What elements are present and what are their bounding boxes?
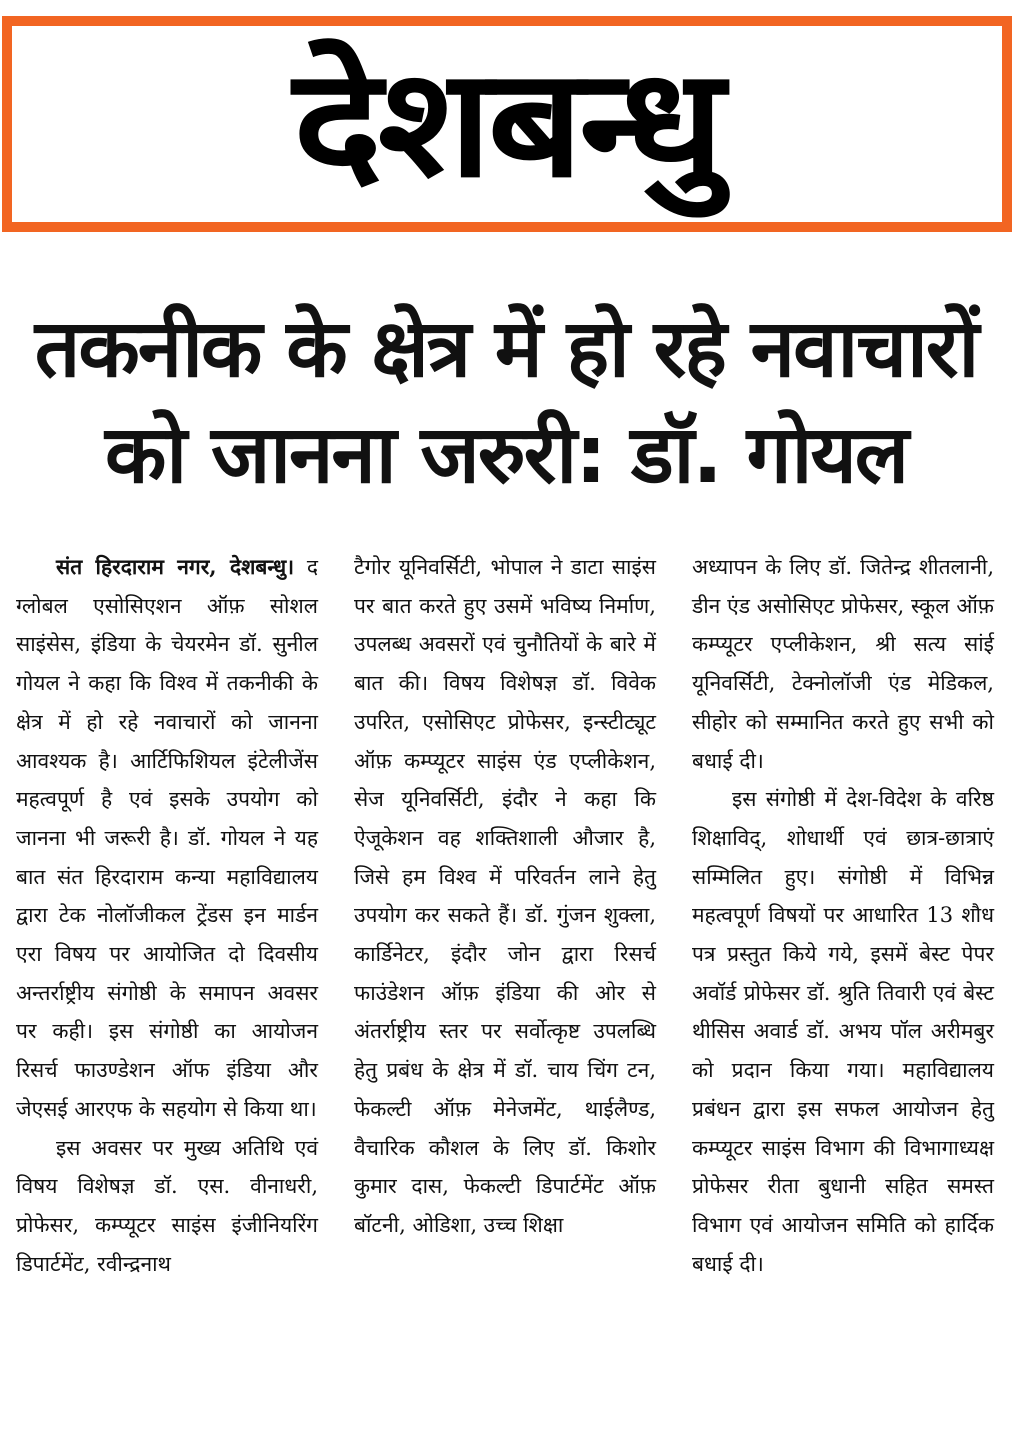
headline-line-1: तकनीक के क्षेत्र में हो रहे नवाचारों: [34, 302, 978, 395]
article-paragraph: अध्यापन के लिए डॉ. जितेन्द्र शीतलानी, डीन एंड असोसिएट प्रोफेसर, स्कूल ऑफ़ कम्प्यूटर एप्लीकेशन, श्री सत्य सांई यूनिवर्सिटी, टेक्नोलॉजी एंड मेडिकल, सीहोर को सम्मानित करते हुए सभी को बधाई दी।: [692, 555, 994, 773]
article-paragraph: इस अवसर पर मुख्य अतिथि एवं विषय विशेषज्ञ डॉ. एस. वीनाधरी, प्रोफेसर, कम्प्यूटर साइंस इंजीनियरिंग डिपार्टमेंट, रवीन्द्रनाथ: [16, 1135, 318, 1276]
dateline: संत हिरदाराम नगर, देशबन्धु।: [56, 554, 295, 579]
article-headline: [20, 296, 992, 508]
newspaper-masthead: [2, 16, 1012, 232]
paragraph-text: द ग्लोबल एसोसिएशन ऑफ़ सोशल साइंसेस, इंडिया के चेयरमेन डॉ. सुनील गोयल ने कहा कि विश्व में तकनीकी के क्षेत्र में हो रहे नवाचारों को जानना आवश्यक है। आर्टिफिशियल इंटेलीजेंस महत्वपूर्ण है एवं इसके उपयोग को जानना भी जरूरी है। डॉ. गोयल ने यह बात संत हिरदाराम कन्या महाविद्यालय द्वारा टेक नोलॉजीकल ट्रेंडस इन मार्डन एरा विषय पर आयोजित दो दिवसीय अन्तर्राष्ट्रीय संगोष्ठी के समापन अवसर पर कही। इस संगोष्ठी का आयोजन रिसर्च फाउण्डेशन ऑफ इंडिया और जेएसई आरएफ के सहयोग से किया था।: [16, 555, 318, 1121]
article-body: [16, 548, 996, 1408]
article-paragraph: [16, 548, 318, 1129]
article-column-2: [354, 548, 656, 1408]
article-paragraph: इस संगोष्ठी में देश-विदेश के वरिष्ठ शिक्षाविद्, शोधार्थी एवं छात्र-छात्राएं सम्मिलित हुए। संगोष्ठी में विभिन्न महत्वपूर्ण विषयों पर आधारित 13 शौध पत्र प्रस्तुत किये गये, इसमें बेस्ट पेपर अवॉर्ड प्रोफेसर डॉ. श्रुति तिवारी एवं बेस्ट थीसिस अवार्ड डॉ. अभय पॉल अरीमबुर को प्रदान किया गया। महाविद्यालय प्रबंधन द्वारा इस सफल आयोजन हेतु कम्प्यूटर साइंस विभाग की विभागाध्यक्ष प्रोफेसर रीता बुधानी सहित समस्त विभाग एवं आयोजन समिति को हार्दिक बधाई दी।: [692, 787, 994, 1276]
article-column-3: [692, 548, 994, 1408]
masthead-title: देशबन्धु: [293, 37, 721, 211]
headline-line-2: को जानना जरुरी: डॉ. गोयल: [104, 408, 908, 501]
article-paragraph: टैगोर यूनिवर्सिटी, भोपाल ने डाटा साइंस पर बात करते हुए उसमें भविष्य निर्माण, उपलब्ध अवसरों एवं चुनौतियों के बारे में बात की। विषय विशेषज्ञ डॉ. विवेक उपरित, एसोसिएट प्रोफेसर, इन्स्टीट्यूट ऑफ़ कम्प्यूटर साइंस एंड एप्लीकेशन, सेज यूनिवर्सिटी, इंदौर ने कहा कि ऐजूकेशन वह शक्तिशाली औजार है, जिसे हम विश्व में परिवर्तन लाने हेतु उपयोग कर सकते हैं। डॉ. गुंजन शुक्ला, कार्डिनेटर, इंदौर जोन द्वारा रिसर्च फाउंडेशन ऑफ़ इंडिया की ओर से अंतर्राष्ट्रीय स्तर पर सर्वोत्कृष्ट उपलब्धि हेतु प्रबंध के क्षेत्र में डॉ. चाय चिंग टन, फेकल्टी ऑफ़ मेनेजमेंट, थाईलैण्ड, वैचारिक कौशल के लिए डॉ. किशोर कुमार दास, फेकल्टी डिपार्टमेंट ऑफ़ बॉटनी, ओडिशा, उच्च शिक्षा: [354, 555, 656, 1237]
article-column-1: [16, 548, 318, 1408]
